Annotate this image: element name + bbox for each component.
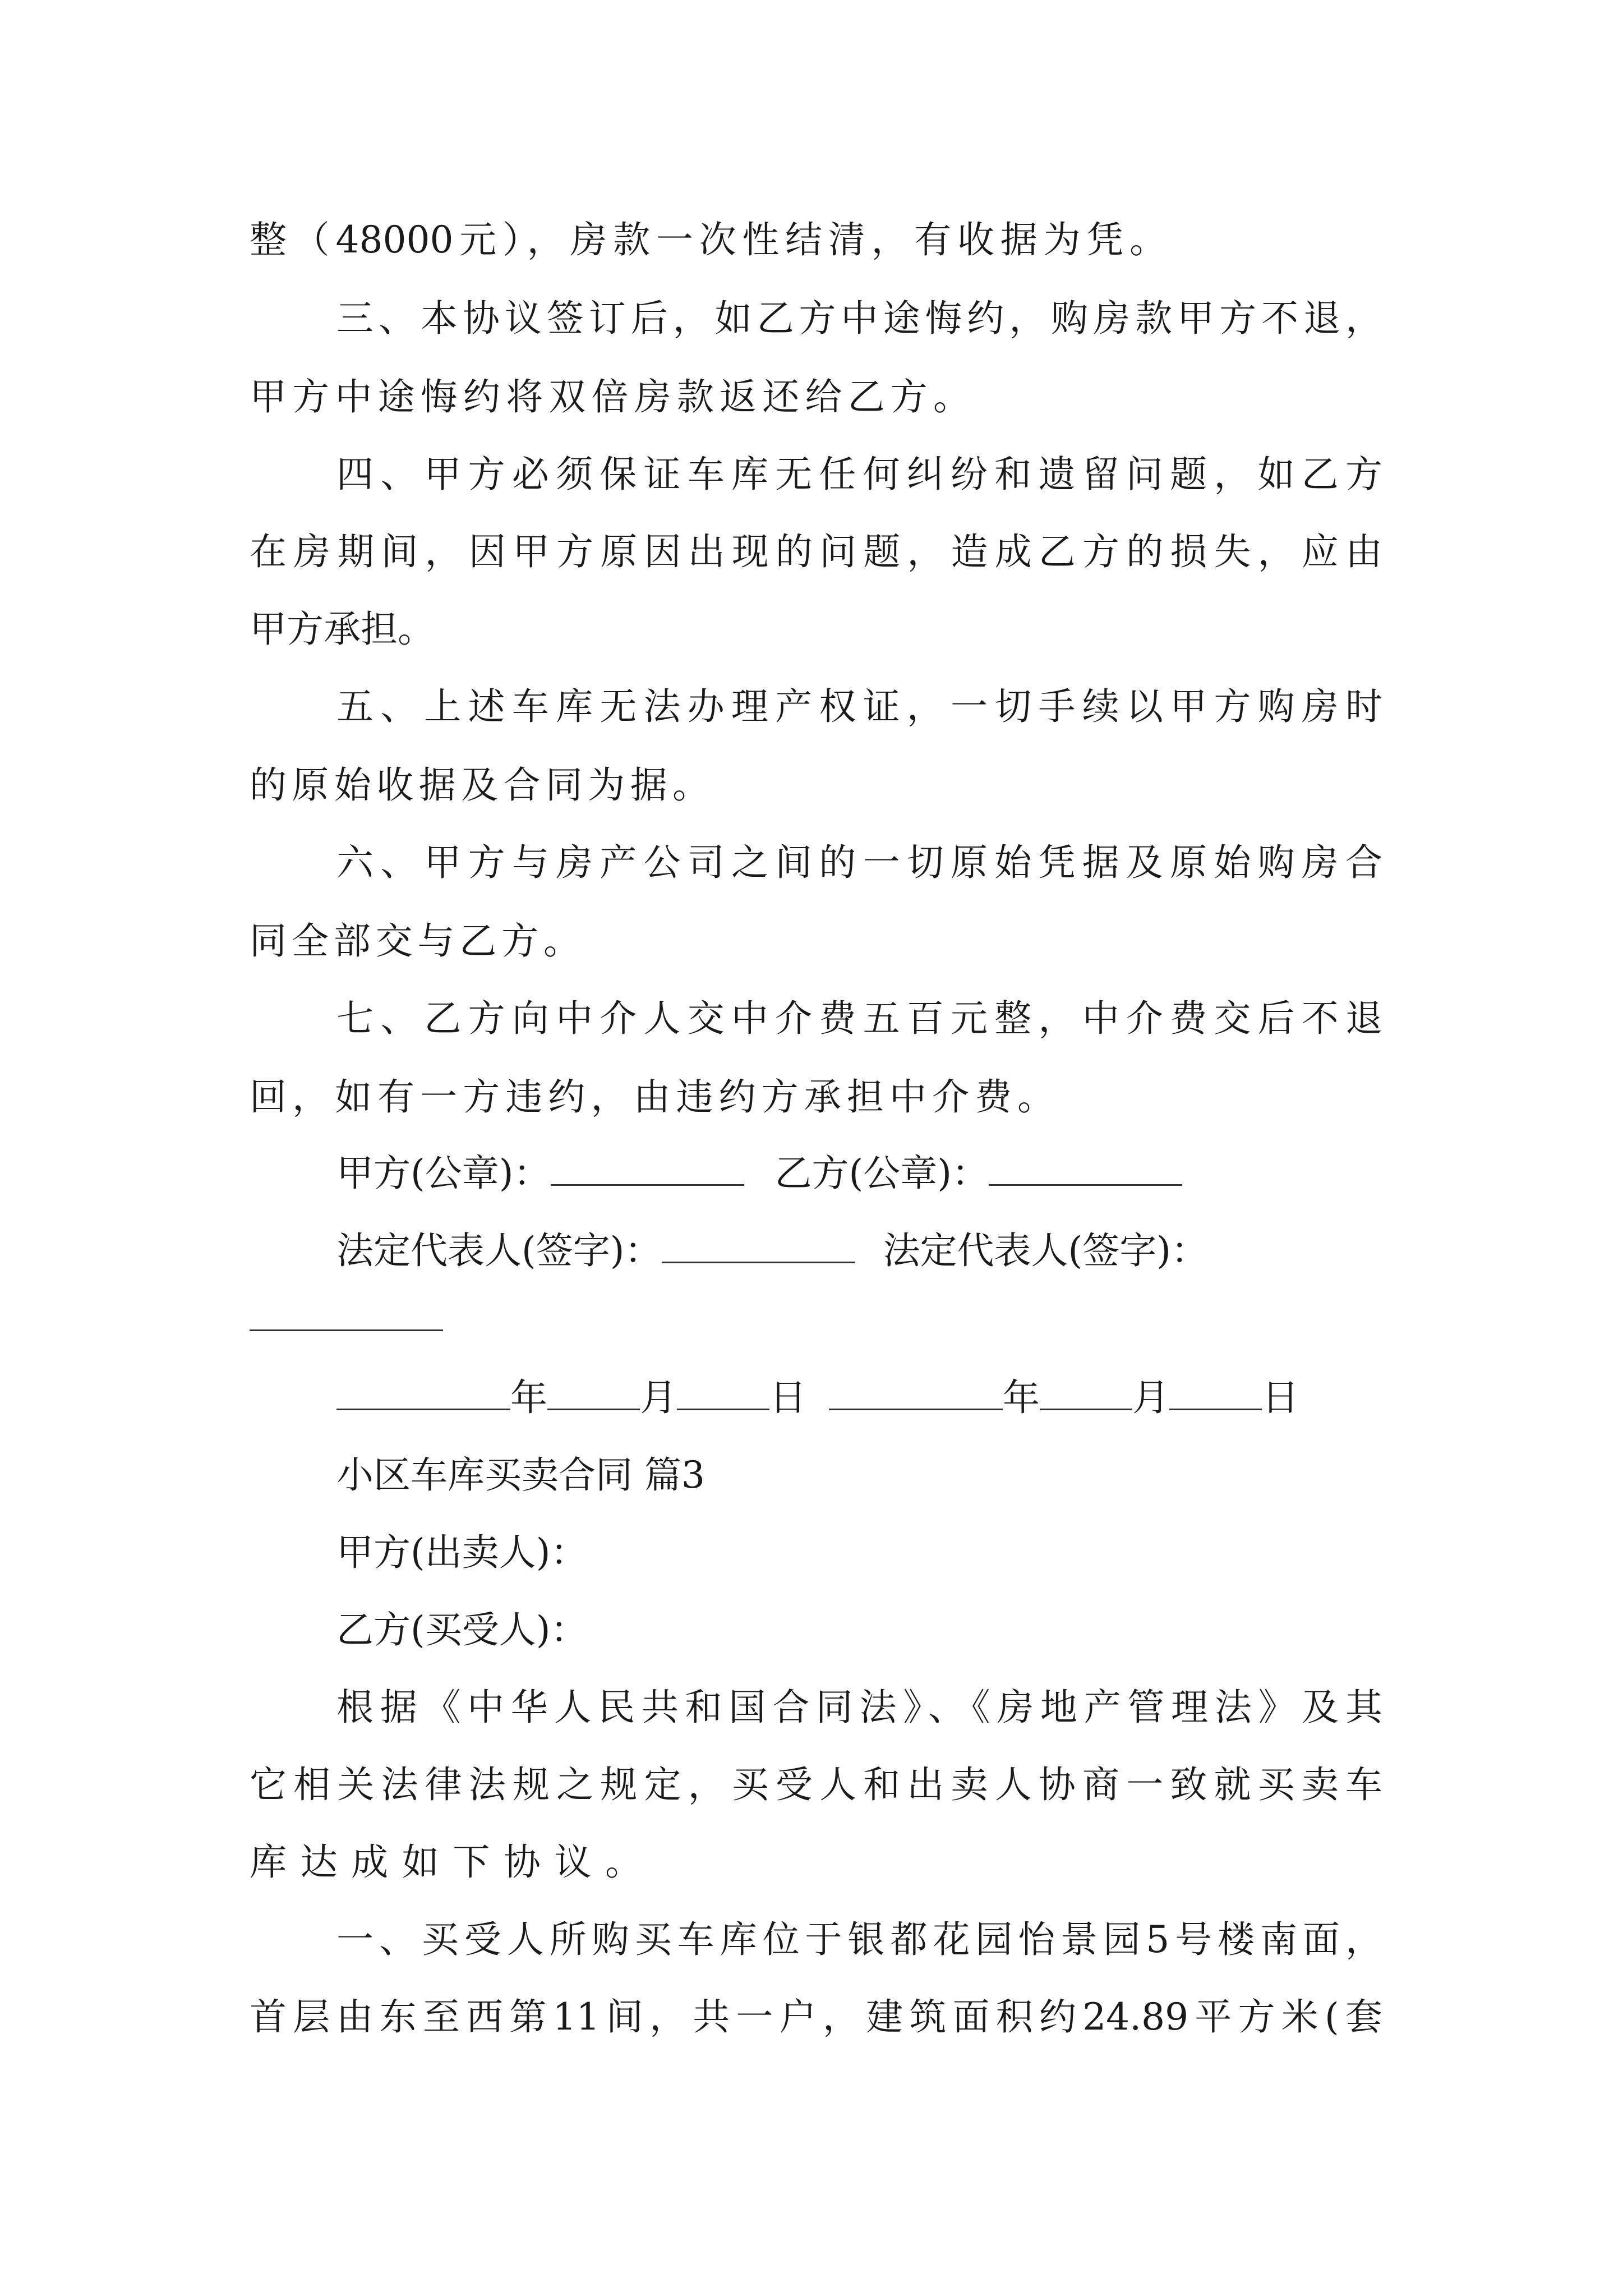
paragraph-line: 三、本协议签订后，如乙方中途悔约，购房款甲方不退， bbox=[336, 297, 1382, 340]
paragraph-line: 七、乙方向中介人交中介费五百元整，中介费交后不退 bbox=[336, 997, 1382, 1040]
party-a-rep-label: 法定代表人(签字)： bbox=[336, 1229, 662, 1272]
party-b-seal-blank bbox=[989, 1152, 1182, 1186]
party-b-rep-blank bbox=[250, 1329, 443, 1331]
paragraph-line: 五、上述车库无法办理产权证，一切手续以甲方购房时 bbox=[336, 685, 1382, 728]
date-b-year-label: 年 bbox=[1003, 1376, 1040, 1419]
date-a-day-label: 日 bbox=[769, 1376, 806, 1419]
date-b-day-blank bbox=[1169, 1376, 1262, 1410]
paragraph-line: 一、买受人所购买车库位于银都花园怡景园5号楼南面， bbox=[336, 1918, 1382, 1961]
seller-label: 甲方(出卖人)： bbox=[336, 1531, 588, 1574]
paragraph-line: 库达成如下协议。 bbox=[250, 1841, 642, 1884]
party-a-seal-blank bbox=[551, 1152, 744, 1186]
paragraph-line: 六、甲方与房产公司之间的一切原始凭据及原始购房合 bbox=[336, 841, 1382, 884]
paragraph-line: 甲方承担。 bbox=[250, 608, 435, 651]
date-b-year-blank bbox=[829, 1376, 1003, 1410]
date-b-month-label: 月 bbox=[1132, 1376, 1169, 1419]
date-a-month-label: 月 bbox=[640, 1376, 677, 1419]
paragraph-line: 的原始收据及合同为据。 bbox=[250, 763, 709, 807]
date-a-day-blank bbox=[677, 1376, 769, 1410]
paragraph-line: 同全部交与乙方。 bbox=[250, 919, 580, 963]
paragraph-line: 它相关法律法规之规定，买受人和出卖人协商一致就买卖车 bbox=[250, 1763, 1382, 1806]
paragraph-line: 在房期间，因甲方原因出现的问题，造成乙方的损失，应由 bbox=[250, 530, 1382, 573]
date-b-day-label: 日 bbox=[1262, 1376, 1299, 1419]
date-a-year-blank bbox=[336, 1376, 510, 1410]
party-b-seal-label: 乙方(公章)： bbox=[774, 1152, 989, 1195]
party-b-rep-label: 法定代表人(签字)： bbox=[883, 1229, 1208, 1272]
date-a-year-label: 年 bbox=[510, 1376, 547, 1419]
paragraph-line: 整（48000元），房款一次性结清，有收据为凭。 bbox=[250, 218, 1166, 261]
paragraph-line: 甲方中途悔约将双倍房款返还给乙方。 bbox=[250, 375, 970, 418]
signature-date-line bbox=[336, 1375, 1623, 1420]
signature-seal-line bbox=[336, 1151, 1623, 1196]
paragraph-line: 四、甲方必须保证车库无任何纠纷和遗留问题，如乙方 bbox=[336, 453, 1382, 496]
signature-rep-line bbox=[336, 1228, 1623, 1273]
date-a-month-blank bbox=[547, 1376, 640, 1410]
party-a-rep-blank bbox=[662, 1229, 855, 1263]
buyer-label: 乙方(买受人)： bbox=[336, 1608, 588, 1651]
party-a-seal-label: 甲方(公章)： bbox=[336, 1152, 551, 1195]
section-title: 小区车库买卖合同 篇3 bbox=[336, 1453, 705, 1497]
paragraph-line: 回，如有一方违约，由违约方承担中介费。 bbox=[250, 1075, 1054, 1119]
paragraph-line: 首层由东至西第11间，共一户，建筑面积约24.89平方米(套 bbox=[250, 1995, 1382, 2039]
paragraph-line: 根据《中华人民共和国合同法》、《房地产管理法》及其 bbox=[336, 1686, 1382, 1729]
date-b-month-blank bbox=[1040, 1376, 1132, 1410]
